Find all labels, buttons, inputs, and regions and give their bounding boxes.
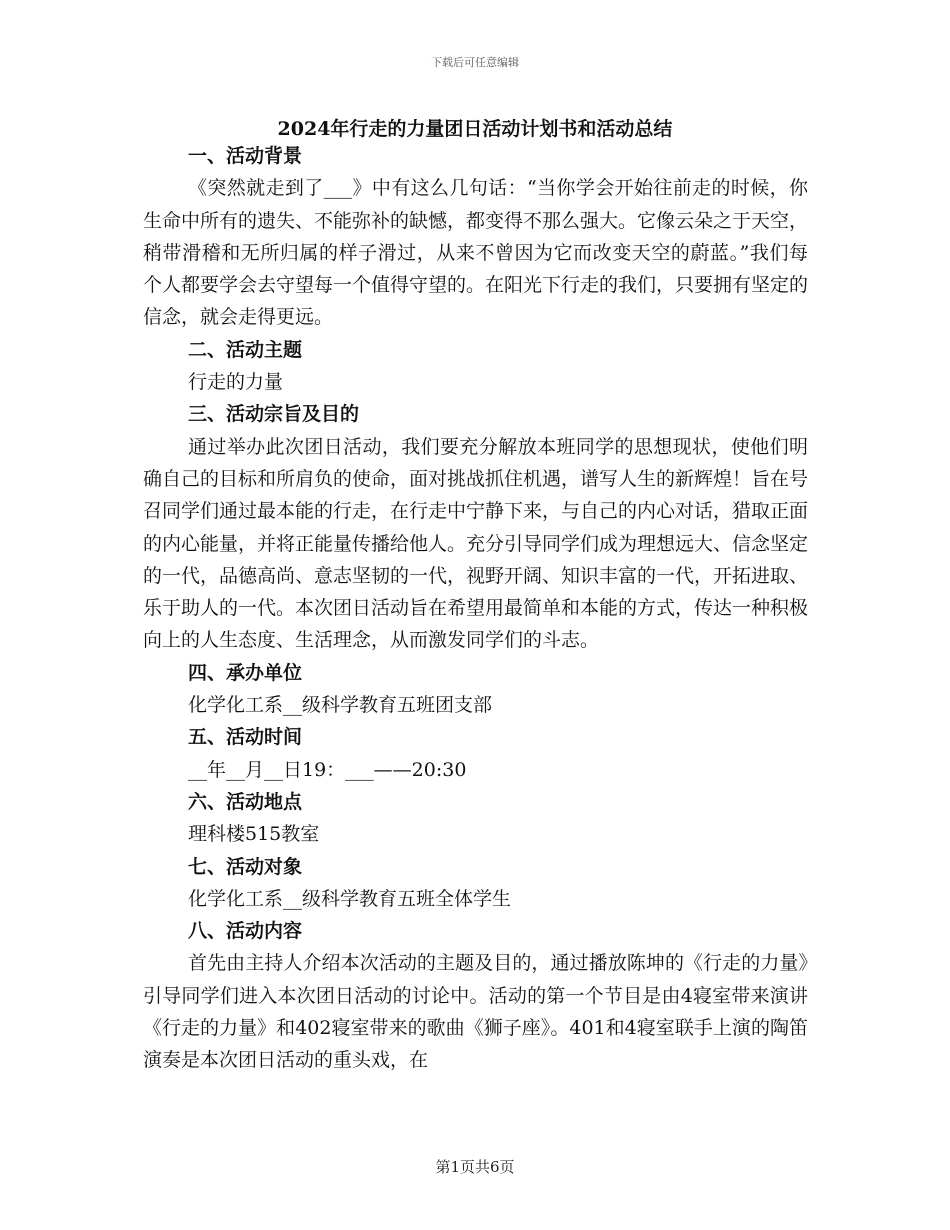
document-title: 2024年行走的力量团日活动计划书和活动总结 xyxy=(277,118,673,140)
section-heading-content: 八、活动内容 xyxy=(188,920,303,943)
section-body-theme: 行走的力量 xyxy=(188,371,284,394)
section-body-organizer: 化学化工系__级科学教育五班团支部 xyxy=(188,694,493,717)
section-heading-location: 六、活动地点 xyxy=(188,790,303,813)
section-body-content: 首先由主持人介绍本次活动的主题及目的，通过播放陈坤的《行走的力量》引导同学们进入本次团日活动的讨论中。活动的第一个节目是由4寝室带来演讲《行走的力量》和402寝室带来的歌曲《狮子座》。401和4寝室联手上演的陶笛演奏是本次团日活动的重头戏，在 xyxy=(143,952,808,1072)
section-body-location: 理科楼515教室 xyxy=(188,823,320,846)
section-heading-purpose: 三、活动宗旨及目的 xyxy=(188,403,360,426)
header-note: 下载后可任意编辑 xyxy=(431,56,519,69)
section-body-purpose: 通过举办此次团日活动，我们要充分解放本班同学的思想现状，使他们明确自己的目标和所肩负的使命，面对挑战抓住机遇，谱写人生的新辉煌！旨在号召同学们通过最本能的行走，在行走中宁静下来，与自己的内心对话，猎取正面的内心能量，并将正能量传播给他人。充分引导同学们成为理想远大、信念坚定的一代，品德高尚、意志坚韧的一代，视野开阔、知识丰富的一代，开拓进取、乐于助人的一代。本次团日活动旨在希望用最简单和本能的方式，传达一种积极向上的人生态度、生活理念，从而激发同学们的斗志。 xyxy=(143,435,809,652)
section-body-background: 《突然就走到了___》中有这么几句话：“当你学会开始往前走的时候，你生命中所有的遗失、不能弥补的缺憾，都变得不那么强大。它像云朵之于天空，稍带滑稽和无所归属的样子滑过，从来不曾因为它而改变天空的蔚蓝。”我们每个人都要学会去守望每一个值得守望的。在阳光下行走的我们，只要拥有坚定的信念，就会走得更远。 xyxy=(143,177,809,329)
section-body-audience: 化学化工系__级科学教育五班全体学生 xyxy=(188,887,512,910)
section-heading-time: 五、活动时间 xyxy=(188,726,303,749)
section-heading-audience: 七、活动对象 xyxy=(188,855,303,878)
section-body-time: __年__月__日19：___——20:30 xyxy=(188,758,467,781)
section-heading-background: 一、活动背景 xyxy=(188,145,303,167)
section-heading-theme: 二、活动主题 xyxy=(188,338,303,361)
section-heading-organizer: 四、承办单位 xyxy=(188,661,303,684)
page-footer: 第1页共6页 xyxy=(435,1158,515,1176)
document-body xyxy=(143,140,808,1077)
